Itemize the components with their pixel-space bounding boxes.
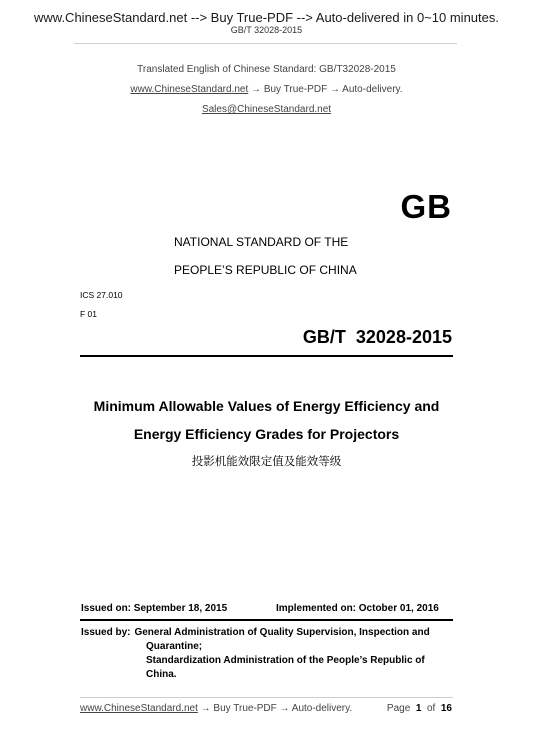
translation-note: Translated English of Chinese Standard: GB/T32028-2015 (137, 64, 396, 75)
title-rule (80, 355, 453, 357)
title-line2: Energy Efficiency Grades for Projectors (133, 426, 400, 442)
ccs-code: F 01 (80, 309, 98, 319)
issued-on-date: Issued on: September 18, 2015 (81, 603, 228, 614)
issuer-1-cont: Quarantine; (146, 641, 203, 652)
header-standard-code: GB/T 32028-2015 (230, 25, 303, 35)
page-indicator (387, 703, 452, 714)
issued-by-label: Issued by: (81, 627, 131, 638)
footer-site-link[interactable]: www.ChineseStandard.net (80, 703, 198, 714)
footer-links (80, 703, 352, 714)
dates-rule (80, 619, 453, 621)
issuer-2-cont: China. (146, 669, 177, 680)
title-line1: Minimum Allowable Values of Energy Efficiency and (93, 398, 440, 414)
top-banner: www.ChineseStandard.net --> Buy True-PDF --> Auto-delivered in 0~10 minutes. (34, 10, 499, 25)
ics-code: ICS 27.010 (80, 290, 123, 300)
page-of-label: of (426, 703, 436, 714)
gb-logo: GB (400, 188, 452, 225)
national-standard-line1: NATIONAL STANDARD OF THE (174, 235, 349, 249)
chinesestandard-link[interactable]: www.ChineseStandard.net (130, 84, 249, 95)
page-total: 16 (440, 703, 452, 714)
email-link[interactable]: Sales@ChineseStandard.net (201, 104, 332, 115)
header-divider (74, 43, 457, 44)
national-standard-line2: PEOPLE’S REPUBLIC OF CHINA (174, 263, 357, 277)
footer-divider (80, 697, 453, 698)
page-label: Page (386, 703, 411, 714)
footer-links-rest: → Buy True-PDF → Auto-delivery. (197, 703, 353, 714)
title-chinese: 投影机能效限定值及能效等级 (191, 454, 342, 468)
email-line (0, 104, 533, 115)
translation-links-rest: → Buy True-PDF → Auto-delivery. (248, 84, 403, 95)
issued-by-block (81, 626, 453, 682)
issuer-2: Standardization Administration of the People’s Republic of (146, 655, 425, 666)
page-number: 1 (415, 703, 422, 714)
translation-links (0, 84, 533, 95)
implemented-on-date: Implemented on: October 01, 2016 (276, 603, 439, 614)
standard-code: GB/T 32028-2015 (302, 327, 452, 347)
issuer-1: General Administration of Quality Supervision, Inspection and (134, 627, 430, 638)
